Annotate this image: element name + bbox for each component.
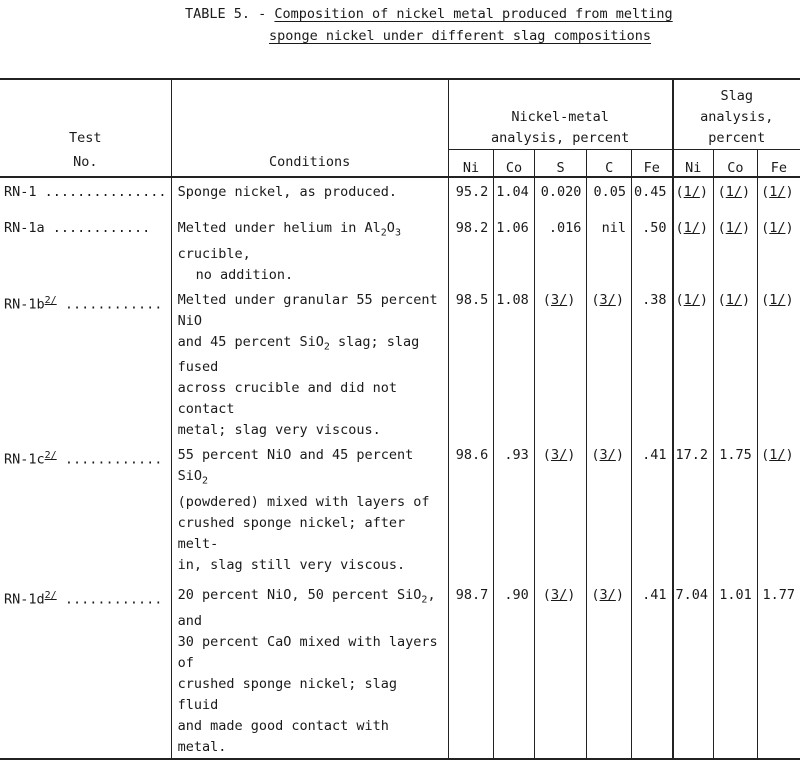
conditions-line: no addition. <box>178 265 444 286</box>
col-slag-ni: Ni <box>673 150 714 178</box>
metal-value-cell: 98.2 <box>448 214 494 286</box>
metal-value-cell: .50 <box>631 214 672 286</box>
conditions-line: (powdered) mixed with layers of <box>178 492 444 513</box>
metal-value-cell: 0.45 <box>631 177 672 214</box>
header-slag-line2: analysis, percent <box>674 107 800 149</box>
metal-value-cell: 0.05 <box>587 177 632 214</box>
header-test-line1: Test <box>0 126 171 150</box>
slag-value-cell: (1/) <box>714 286 758 442</box>
conditions-line: crushed sponge nickel; after melt- <box>178 513 444 555</box>
slag-value-cell: (1/) <box>673 214 714 286</box>
metal-value-cell: .38 <box>631 286 672 442</box>
caption-label: TABLE 5. - <box>185 6 266 22</box>
conditions-line: across crucible and did not contact <box>178 378 444 420</box>
metal-value-cell: 1.08 <box>494 286 535 442</box>
test-number-cell <box>0 581 171 759</box>
conditions-line: and made good contact with metal. <box>178 716 444 758</box>
test-number: RN-1a <box>4 220 45 236</box>
caption-title-2: sponge nickel under different slag compositions <box>269 28 651 44</box>
conditions-line: Sponge nickel, as produced. <box>178 182 444 203</box>
leader-dots: ............... <box>37 184 167 200</box>
metal-value-cell: 98.7 <box>448 581 494 759</box>
col-metal-s: S <box>534 150 587 178</box>
header-nickel-line2: analysis, percent <box>449 128 672 149</box>
test-number-cell <box>0 177 171 214</box>
conditions-cell <box>171 581 448 759</box>
test-number-cell <box>0 214 171 286</box>
conditions-line: crushed sponge nickel; slag fluid <box>178 674 444 716</box>
conditions-line: 20 percent NiO, 50 percent SiO$_2$, and <box>178 585 444 632</box>
conditions-line: 30 percent CaO mixed with layers of <box>178 632 444 674</box>
header-nickel-metal <box>448 79 672 150</box>
metal-value-cell: (3/) <box>587 441 632 581</box>
conditions-cell <box>171 441 448 581</box>
conditions-cell <box>171 214 448 286</box>
slag-value-cell: (1/) <box>673 286 714 442</box>
conditions-line: in, slag still very viscous. <box>178 555 444 576</box>
metal-value-cell: 98.5 <box>448 286 494 442</box>
test-number: RN-1 <box>4 184 37 200</box>
test-footnote-ref: 2/ <box>45 450 57 461</box>
leader-dots: ............ <box>57 452 163 468</box>
leader-dots: ............ <box>45 220 151 236</box>
slag-value-cell: (1/) <box>673 177 714 214</box>
conditions-line: and 45 percent SiO$_2$ slag; slag fused <box>178 332 444 379</box>
leader-dots: ............ <box>57 592 163 608</box>
col-metal-fe: Fe <box>631 150 672 178</box>
slag-value-cell: 17.2 <box>673 441 714 581</box>
header-row-group <box>0 79 800 150</box>
table-body <box>0 177 800 759</box>
caption-line-1 <box>185 4 673 24</box>
header-test <box>0 79 171 177</box>
table-row <box>0 441 800 581</box>
test-number: RN-1d <box>4 592 45 608</box>
metal-value-cell: (3/) <box>534 441 587 581</box>
header-nickel-line1: Nickel-metal <box>449 107 672 128</box>
conditions-line: Melted under granular 55 percent NiO <box>178 290 444 332</box>
test-footnote-ref: 2/ <box>45 590 57 601</box>
metal-value-cell: nil <box>587 214 632 286</box>
slag-value-cell: (1/) <box>757 441 800 581</box>
header-conditions: Conditions <box>171 79 448 177</box>
slag-value-cell: (1/) <box>757 214 800 286</box>
test-number-cell <box>0 441 171 581</box>
header-slag <box>673 79 800 150</box>
metal-value-cell: 1.04 <box>494 177 535 214</box>
metal-value-cell: .93 <box>494 441 535 581</box>
table-row <box>0 286 800 442</box>
metal-value-cell: 0.020 <box>534 177 587 214</box>
col-metal-ni: Ni <box>448 150 494 178</box>
metal-value-cell: .41 <box>631 441 672 581</box>
metal-value-cell: (3/) <box>587 581 632 759</box>
test-number: RN-1c <box>4 452 45 468</box>
col-metal-c: C <box>587 150 632 178</box>
conditions-line: metal; slag very viscous. <box>178 420 444 441</box>
metal-value-cell: 98.6 <box>448 441 494 581</box>
metal-value-cell: .016 <box>534 214 587 286</box>
table-row <box>0 581 800 759</box>
slag-value-cell: (1/) <box>714 177 758 214</box>
metal-value-cell: 1.06 <box>494 214 535 286</box>
table-row <box>0 214 800 286</box>
slag-value-cell: 7.04 <box>673 581 714 759</box>
col-metal-co: Co <box>494 150 535 178</box>
test-number: RN-1b <box>4 296 45 312</box>
composition-table <box>0 78 800 760</box>
col-slag-fe: Fe <box>757 150 800 178</box>
col-slag-co: Co <box>714 150 758 178</box>
conditions-cell <box>171 286 448 442</box>
header-test-line2: No. <box>0 150 171 174</box>
table-row <box>0 177 800 214</box>
metal-value-cell: (3/) <box>534 581 587 759</box>
header-slag-line1: Slag <box>674 86 800 107</box>
conditions-line: Melted under helium in $Al_2O_3$ crucible, <box>178 218 444 265</box>
conditions-cell <box>171 177 448 214</box>
metal-value-cell: (3/) <box>534 286 587 442</box>
slag-value-cell: 1.75 <box>714 441 758 581</box>
test-footnote-ref: 2/ <box>45 295 57 306</box>
slag-value-cell: (1/) <box>714 214 758 286</box>
slag-value-cell: 1.01 <box>714 581 758 759</box>
conditions-line: 55 percent NiO and 45 percent SiO$_2$ <box>178 445 444 492</box>
caption-title-1: Composition of nickel metal produced from melting <box>274 6 672 22</box>
slag-value-cell: 1.77 <box>757 581 800 759</box>
leader-dots: ............ <box>57 296 163 312</box>
slag-value-cell: (1/) <box>757 286 800 442</box>
metal-value-cell: (3/) <box>587 286 632 442</box>
metal-value-cell: .90 <box>494 581 535 759</box>
test-number-cell <box>0 286 171 442</box>
caption-line-2 <box>269 26 651 46</box>
metal-value-cell: .41 <box>631 581 672 759</box>
slag-value-cell: (1/) <box>757 177 800 214</box>
metal-value-cell: 95.2 <box>448 177 494 214</box>
